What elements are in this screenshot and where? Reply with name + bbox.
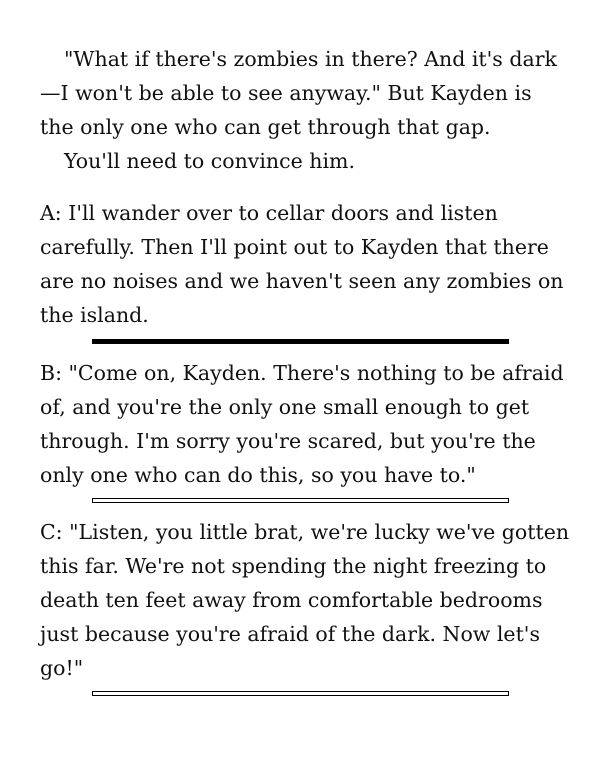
intro-paragraph: "What if there's zombies in there? And it's dark—I won't be able to see anyway." But Kayden is the only one who can get through that gap. <box>40 47 557 139</box>
story-page <box>40 42 570 696</box>
choice-a-divider-selected <box>92 339 509 344</box>
choice-b-divider <box>92 498 509 503</box>
choice-c-divider <box>92 691 509 696</box>
choice-c[interactable]: C: "Listen, you little brat, we're lucky we've gotten this far. We're not spending the night freezing to death ten feet away from comfortable bedrooms just because you're afraid of the dark. Now let's go!" <box>40 520 570 680</box>
story-intro <box>40 42 570 178</box>
choice-a[interactable]: A: I'll wander over to cellar doors and listen carefully. Then I'll point out to Kayden that there are no noises and we haven't seen any zombies on the island. <box>40 201 564 327</box>
intro-prompt: You'll need to convince him. <box>64 149 355 173</box>
choice-b[interactable]: B: "Come on, Kayden. There's nothing to be afraid of, and you're the only one small enough to get through. I'm sorry you're scared, but you're the only one who can do this, so you have to." <box>40 361 564 487</box>
